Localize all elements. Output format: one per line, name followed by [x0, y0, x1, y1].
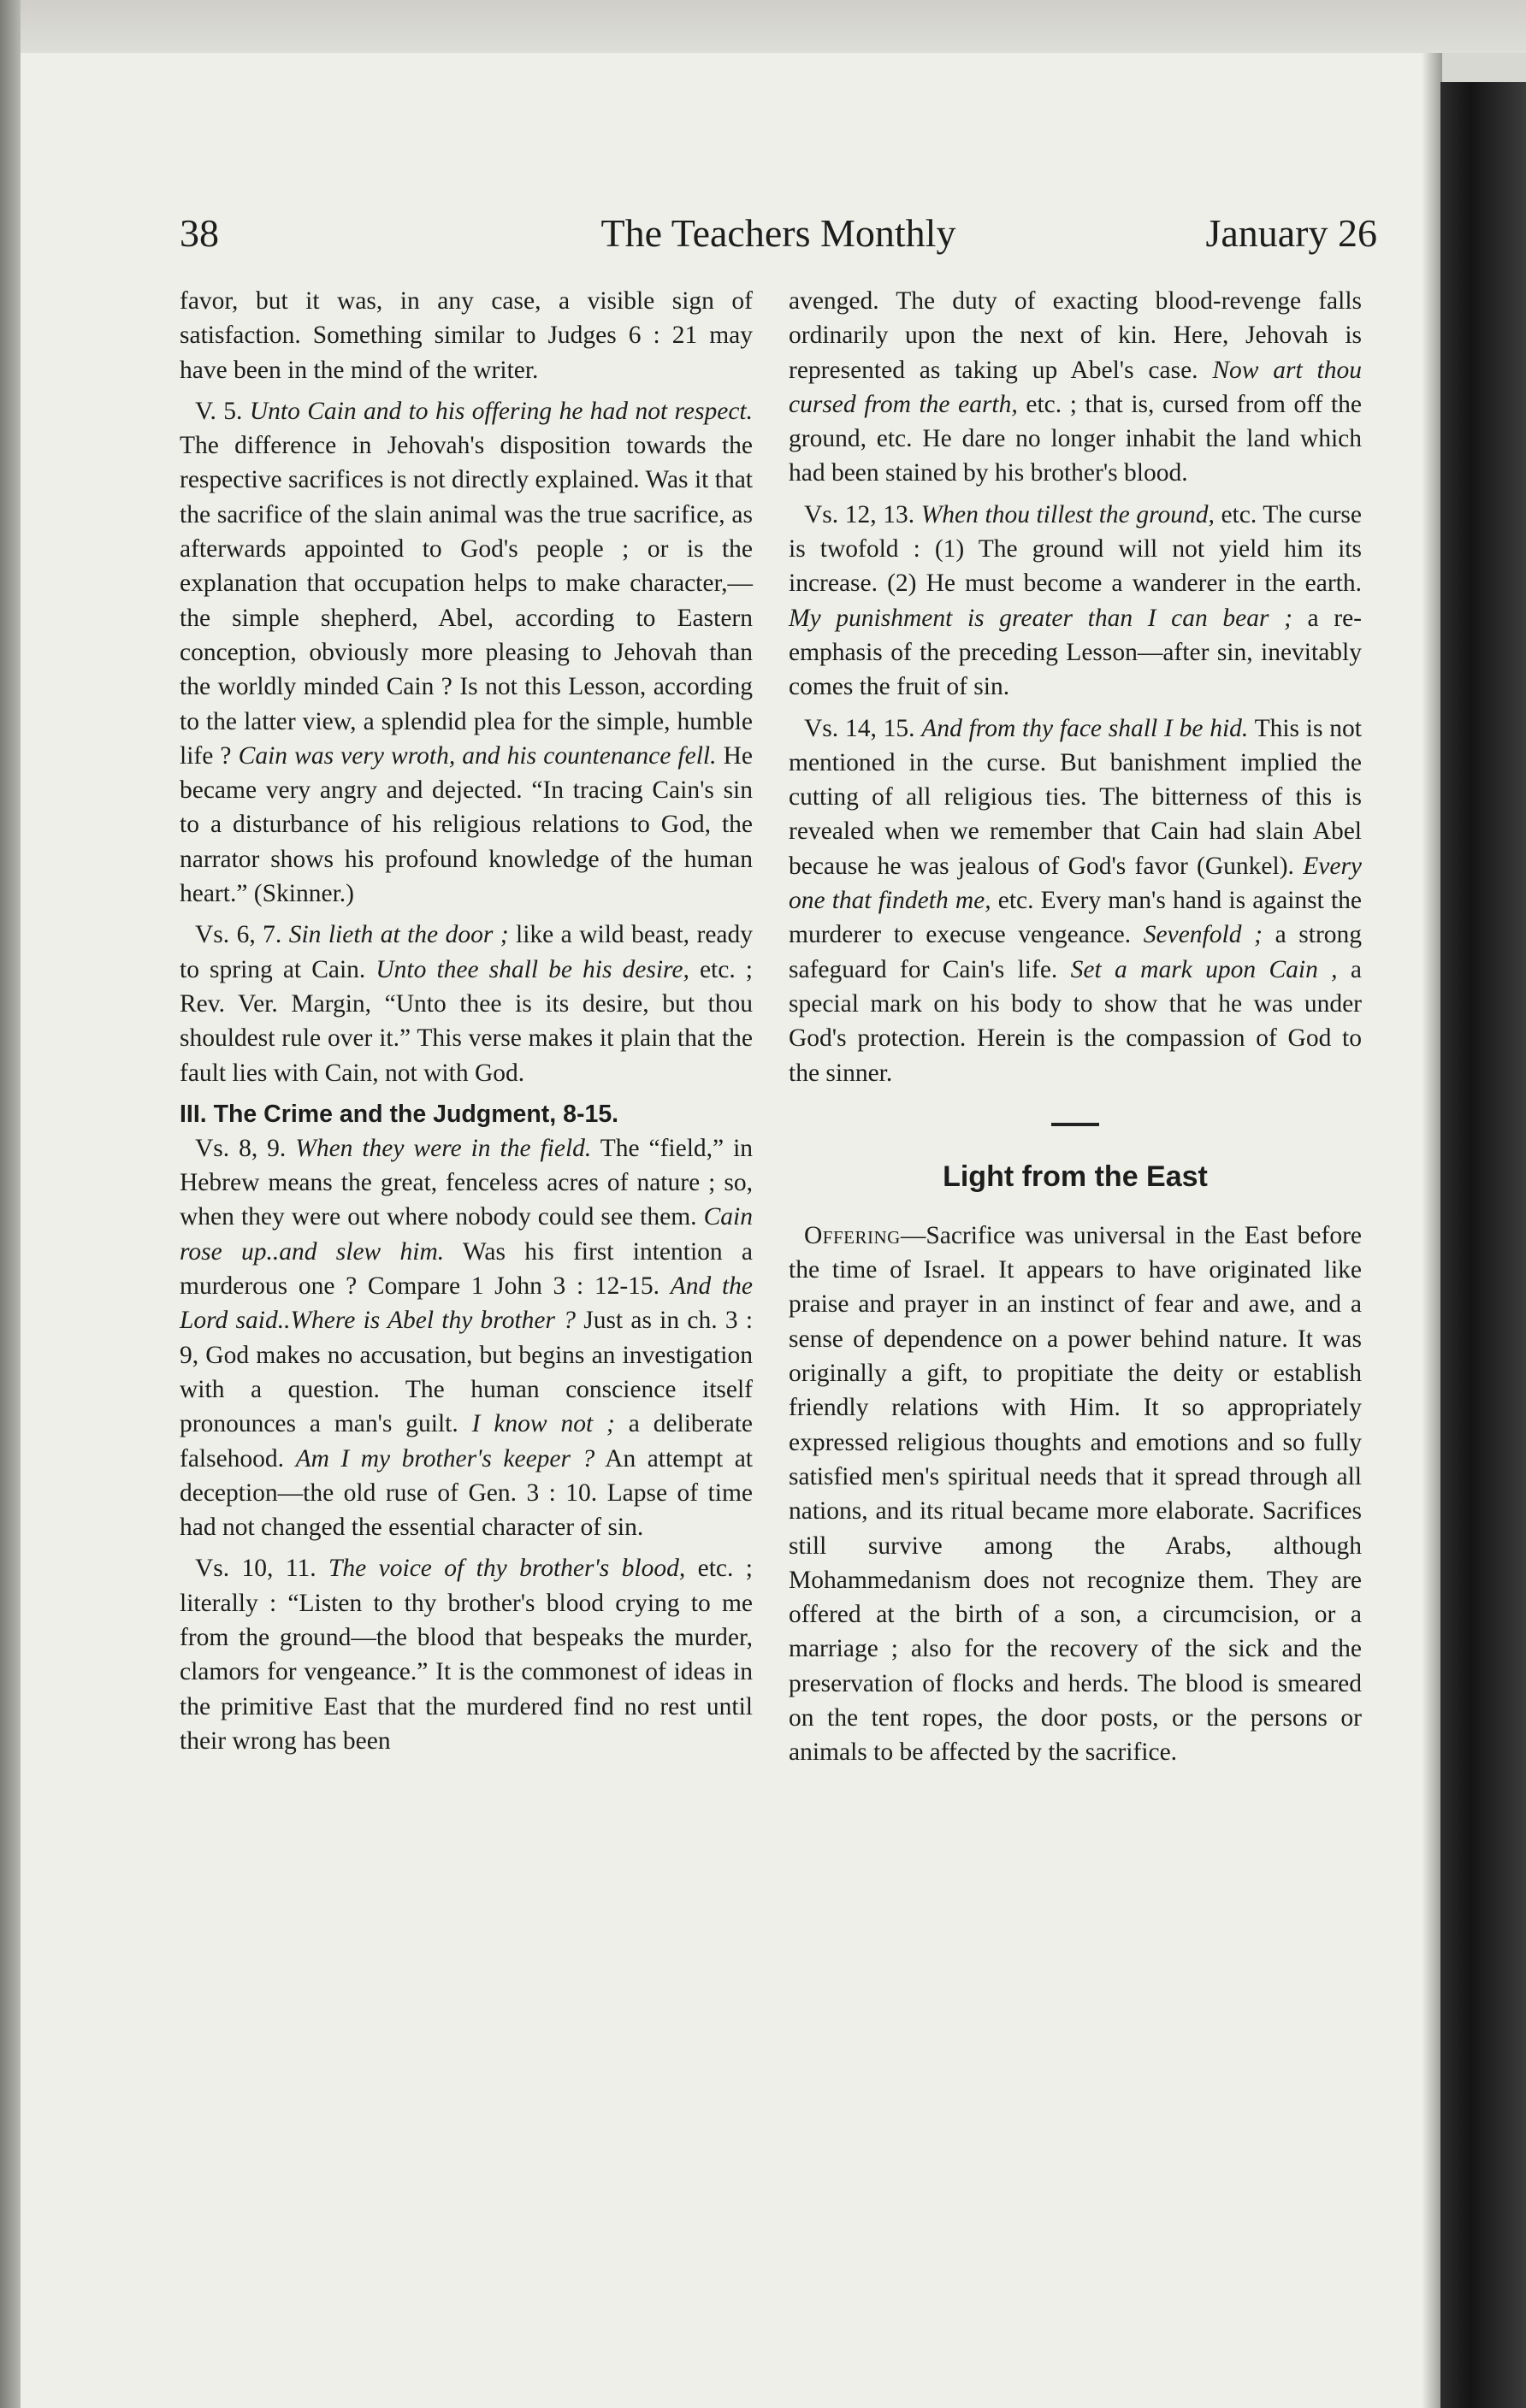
text: like a wild beast, ready to spring at Cain.	[180, 921, 754, 983]
verse-ref: Vs. 8, 9.	[195, 1134, 287, 1162]
scripture-quote: And from thy face shall I be hid.	[921, 714, 1249, 742]
text: The “field,” in Hebrew means the great, fenceless acres of nature ; so, when they were out where nobody could see them.	[180, 1134, 754, 1231]
verse-ref: V. 5.	[195, 397, 243, 425]
paragraph	[789, 284, 1362, 491]
sidebar-heading: Light from the East	[943, 1160, 1208, 1193]
paragraph	[180, 1131, 753, 1545]
paragraph	[789, 498, 1362, 705]
text: etc. ; that is, cursed from off the ground, etc. He dare no longer inhabit the land which had been stained by his brother's blood.	[789, 390, 1363, 487]
paragraph	[789, 1219, 1362, 1770]
paragraph	[180, 284, 753, 387]
page-gutter-shadow	[1422, 53, 1442, 2408]
scripture-quote: Now art thou cursed from the earth,	[789, 356, 1363, 418]
text: a deliberate falsehood.	[180, 1410, 753, 1473]
right-column	[789, 284, 1362, 1777]
text: —Sacrifice was universal in the East before the time of Israel. It appears to have originated like praise and prayer in an instinct of fear and awe, and a sense of dependence on a power behind nature. It was originally a gift, to propitiate the deity or establish friendly relations with Him. It so appropriately expressed religious thoughts and emotions and so fully satisfied men's spiritual needs that it spread through all nations, and its ritual became more elaborate. Sacrifices still survive among the Arabs, although Mohammedanism does not recognize them. They are offered at the birth of a son, a circumcision, or a marriage ; also for the recovery of the sick and the preservation of flocks and herds. The blood is smeared on the tent ropes, the door posts, or the persons or animals to be affected by the sacrifice.	[789, 1221, 1362, 1767]
text: etc. ; Rev. Ver. Margin, “Unto thee is its desire, but thou shouldest rule over it.” This verse makes it plain that the fault lies with Cain, not with God.	[180, 955, 753, 1087]
text: etc. ; literally : “Listen to thy brother's blood crying to me from the ground—the blood that bespeaks the murder, clamors for vengeance.” It is the commonest of ideas in the primitive East that the murdered find no rest until their wrong has been	[180, 1555, 753, 1755]
paragraph	[180, 394, 753, 911]
scripture-quote: Set a mark upon Cain ,	[1070, 955, 1338, 983]
scripture-quote: Unto Cain and to his offering he had not respect.	[249, 397, 754, 425]
text: a re-emphasis of the preceding Lesson—after sin, inevitably comes the fruit of sin.	[789, 604, 1363, 701]
verse-ref: Vs. 14, 15.	[804, 714, 915, 742]
text: An attempt at deception—the old ruse of Gen. 3 : 10. Lapse of time had not changed the essential character of sin.	[180, 1444, 753, 1542]
verse-ref: Vs. 10, 11.	[195, 1555, 316, 1583]
text: The difference in Jehovah's disposition towards the respective sacrifices is not directly explained. Was it that the sacrifice of the slain animal was the true sacrifice, as afterwards appointed to God's people ; or is the explanation that occupation helps to make character,—the simple shepherd, Abel, according to Eastern conception, obviously more pleasing to Jehovah than the worldly minded Cain ? Is not this Lesson, according to the latter view, a splendid plea for the simple, humble life ?	[180, 432, 753, 770]
scripture-quote: When thou tillest the ground,	[920, 500, 1215, 528]
publication-title: The Teachers Monthly	[600, 211, 956, 255]
text: He became very angry and dejected. “In tracing Cain's sin to a disturbance of his religious relations to God, the narrator shows his profound knowledge of the human heart.” (Skinner.)	[180, 741, 754, 908]
text: etc. The curse is twofold : (1) The ground will not yield him its increase. (2) He must become a wanderer in the earth.	[789, 500, 1363, 598]
issue-date: January 26	[1205, 211, 1377, 255]
book-spine	[1440, 82, 1526, 2408]
text: a strong safeguard for Cain's life.	[789, 921, 1363, 983]
left-column	[180, 284, 753, 1765]
run-in-heading: Offering	[804, 1221, 901, 1249]
running-header	[180, 204, 1377, 263]
scripture-quote: Sevenfold ;	[1143, 921, 1263, 949]
section-divider	[1051, 1123, 1099, 1126]
text: etc. Every man's hand is against the murderer to execuse vengeance.	[789, 887, 1362, 949]
scripture-quote: Every one that findeth me,	[789, 852, 1363, 915]
scripture-quote: Am I my brother's keeper ?	[295, 1444, 595, 1473]
scripture-quote: Cain was very wroth, and his countenance fell.	[238, 741, 717, 770]
scan-background-top	[0, 0, 1526, 53]
text: Was his first intention a murderous one ? Compare 1 John 3 : 12-15.	[180, 1237, 754, 1301]
text: avenged. The duty of exacting blood-revenge falls ordinarily upon the next of kin. Here, Jehovah is represented as taking up Abel's case.	[789, 287, 1362, 384]
scripture-quote: I know not ;	[471, 1410, 615, 1438]
scripture-quote: Sin lieth at the door ;	[288, 921, 509, 949]
paragraph	[789, 711, 1362, 1090]
verse-ref: Vs. 12, 13.	[804, 500, 915, 528]
scripture-quote: The voice of thy brother's blood,	[328, 1555, 686, 1583]
text: a special mark on his body to show that he was under God's protection. Herein is the compassion of God to the sinner.	[789, 955, 1363, 1087]
scripture-quote: When they were in the field.	[295, 1134, 592, 1162]
paragraph	[180, 918, 753, 1089]
scripture-quote: Unto thee shall be his desire,	[376, 955, 689, 983]
scripture-quote: Cain rose up..and slew him.	[180, 1203, 753, 1266]
section-heading: III. The Crime and the Judgment, 8-15.	[180, 1100, 619, 1128]
verse-ref: Vs. 6, 7.	[195, 921, 282, 949]
paragraph	[180, 1551, 753, 1758]
page-number: 38	[180, 211, 219, 255]
text: Just as in ch. 3 : 9, God makes no accusation, but begins an investigation with a question. The human conscience itself pronounces a man's guilt.	[180, 1307, 754, 1438]
text: This is not mentioned in the curse. But banishment implied the cutting of all religious ties. The bitterness of this is revealed when we remember that Cain had slain Abel because he was jealous of God's favor (Gunkel).	[789, 714, 1362, 880]
text: favor, but it was, in any case, a visible sign of satisfaction. Something similar to Judges 6 : 21 may have been in the mind of the writer.	[180, 287, 753, 384]
scripture-quote: And the Lord said..Where is Abel thy brother ?	[180, 1272, 753, 1335]
scan-background-left	[0, 0, 21, 2408]
scripture-quote: My punishment is greater than I can bear ;	[789, 604, 1292, 632]
